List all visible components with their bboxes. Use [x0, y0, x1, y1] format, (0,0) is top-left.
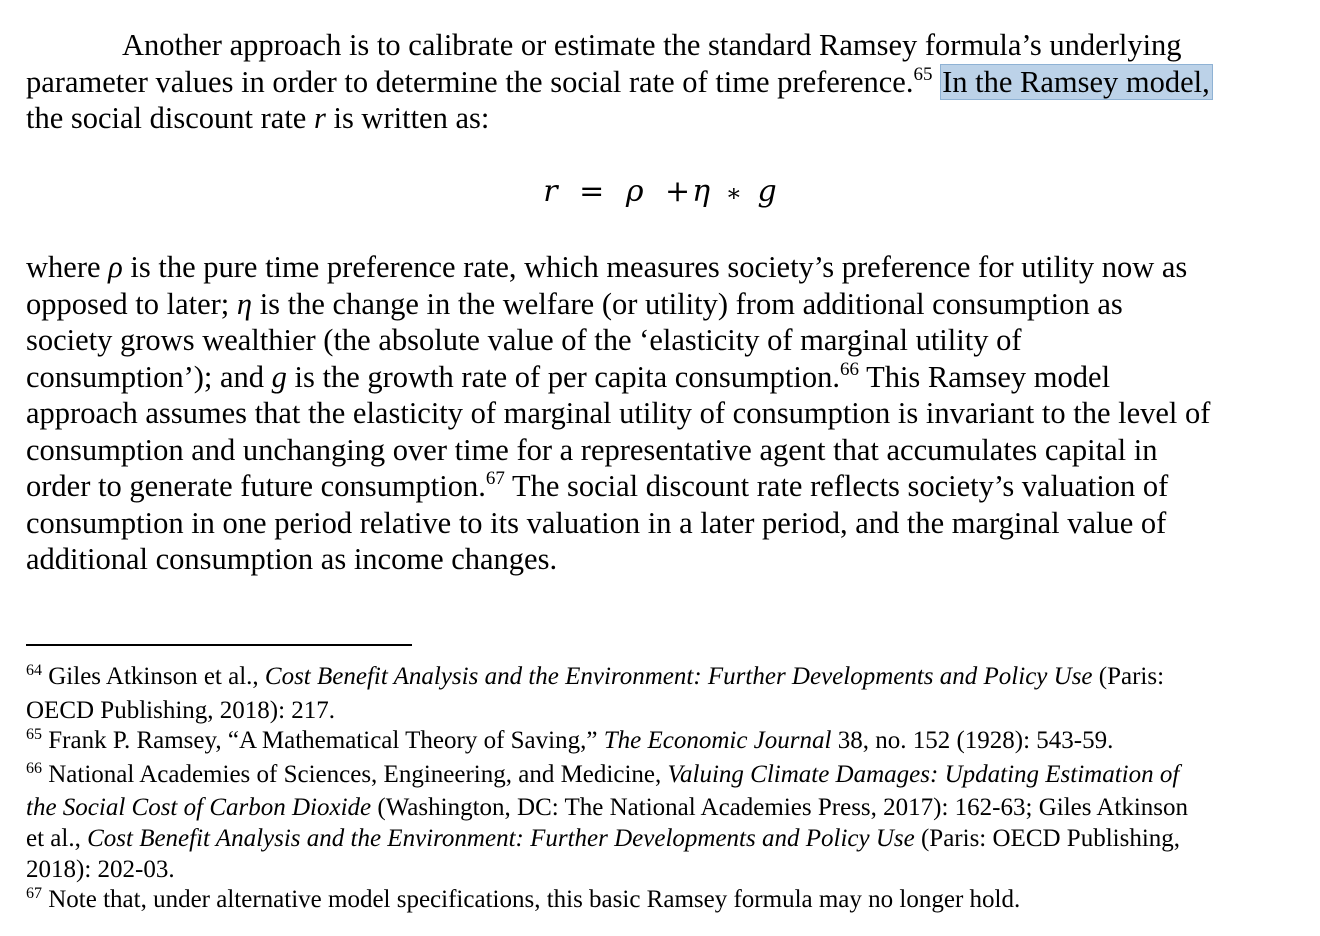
- ramsey-equation: [0, 172, 1320, 213]
- text-run: Giles Atkinson et al.,: [42, 663, 265, 690]
- footnote-number: 66: [26, 759, 42, 777]
- paragraph-ramsey-intro: [26, 27, 1298, 137]
- text-run: 38, no. 152 (1928): 543-59.: [831, 727, 1114, 755]
- text-line: consumption in one period relative to its valuation in a later period, and the marginal value of: [26, 505, 1167, 540]
- text-run: is the change in the welfare (or utility) from additional consumption as: [252, 286, 1123, 321]
- text-run: parameter values in order to determine the social rate of time preference.: [26, 64, 914, 99]
- footnote-66-cont: 2018): 202-03.: [26, 855, 175, 883]
- equation-plus: +: [665, 174, 691, 209]
- text-run: The social discount rate reflects society’s valuation of: [504, 469, 1169, 503]
- text-run: (Washington, DC: The National Academies Press, 2017): 162-63; Giles Atkinson: [371, 794, 1189, 822]
- citation-title: Cost Benefit Analysis and the Environment: Further Developments and Policy Use: [264, 663, 1093, 690]
- variable-g: g: [271, 359, 287, 394]
- citation-title: Valuing Climate Damages: Updating Estimation of: [667, 760, 1180, 788]
- text-run: is the growth rate of per capita consumption.: [286, 359, 840, 394]
- footnote-66-cont: [26, 824, 1306, 855]
- footnote-64-cont: OECD Publishing, 2018): 217.: [26, 696, 336, 724]
- text-line: [26, 359, 1298, 396]
- text-run: Note that, under alternative model specifications, this basic Ramsey formula may no longer hold.: [42, 886, 1021, 914]
- footnote-66-cont: [26, 793, 1306, 824]
- text-run: This Ramsey model: [859, 359, 1111, 394]
- footnote-number: 65: [26, 726, 42, 744]
- citation-title: The Economic Journal: [603, 727, 832, 755]
- equation-times: ∗: [725, 179, 742, 207]
- text-run: order to generate future consumption.: [26, 469, 486, 503]
- text-line: additional consumption as income changes.: [26, 542, 558, 576]
- equation-lhs: r: [543, 174, 558, 209]
- text-line: consumption and unchanging over time for a representative agent that accumulates capital in: [26, 432, 1158, 467]
- text-run: the social discount rate: [26, 101, 314, 135]
- citation-title: Cost Benefit Analysis and the Environment: Further Developments and Policy Use: [87, 824, 915, 852]
- text-run: et al.,: [26, 824, 88, 852]
- text-line: approach assumes that the elasticity of marginal utility of consumption is invariant to the level of: [26, 396, 1211, 430]
- text-line: [26, 468, 1298, 505]
- footnote-number: 64: [26, 662, 42, 679]
- text-line: [26, 64, 1298, 101]
- footnote-number: 67: [26, 885, 42, 903]
- text-run: where: [26, 250, 109, 284]
- text-run: (Paris:: [1092, 663, 1165, 690]
- footnote-67: [26, 885, 1306, 919]
- footnotes-section: [26, 662, 1306, 919]
- footnote-ref-65[interactable]: 65: [913, 63, 933, 85]
- text-run: Another approach is to calibrate or estimate the standard Ramsey formula’s underlying: [122, 28, 1182, 62]
- text-selection-highlight[interactable]: In the Ramsey model,: [940, 64, 1213, 100]
- text-run: (Paris: OECD Publishing,: [914, 824, 1181, 852]
- text-line: [26, 100, 1298, 137]
- variable-rho: ρ: [108, 250, 123, 284]
- text-line: society grows wealthier (the absolute value of the ‘elasticity of marginal utility of: [26, 323, 1022, 357]
- equation-rho: ρ: [625, 174, 644, 209]
- footnote-65: [26, 726, 1306, 760]
- text-run: opposed to later;: [26, 286, 237, 321]
- text-line: [26, 286, 1298, 323]
- text-run: is written as:: [325, 101, 490, 135]
- text-run: consumption’); and: [26, 359, 272, 394]
- paragraph-ramsey-explanation: [26, 249, 1298, 578]
- text-line: [26, 27, 1298, 64]
- footnote-64: [26, 662, 1306, 696]
- text-run: is the pure time preference rate, which measures society’s preference for utility now as: [122, 250, 1188, 284]
- footnote-separator: [26, 644, 412, 646]
- variable-r: r: [313, 101, 326, 135]
- footnote-66: [26, 760, 1306, 794]
- footnote-ref-66[interactable]: 66: [840, 358, 859, 380]
- equation-g: g: [757, 174, 777, 209]
- footnote-ref-67[interactable]: 67: [485, 468, 505, 489]
- text-run: National Academies of Sciences, Engineering, and Medicine,: [42, 760, 668, 788]
- equation-eta: η: [692, 174, 711, 209]
- equation-equals: =: [579, 174, 605, 209]
- citation-title: the Social Cost of Carbon Dioxide: [26, 794, 372, 822]
- text-run: Frank P. Ramsey, “A Mathematical Theory of Saving,”: [42, 727, 604, 755]
- variable-eta: η: [236, 286, 253, 321]
- text-line: [26, 249, 1298, 286]
